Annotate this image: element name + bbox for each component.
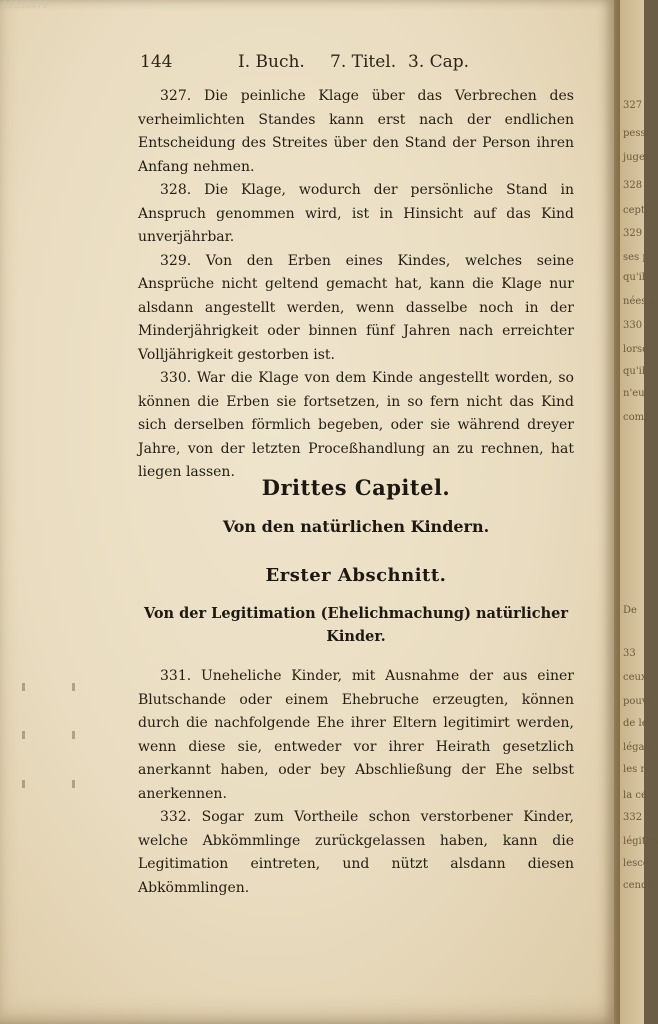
section-heading: Erster Abschnitt. [265, 565, 447, 586]
facing-page-fragment: légitim [623, 836, 658, 847]
facing-page-fragment: n'eu [623, 388, 645, 399]
facing-page-fragment: qu'il e [623, 272, 655, 283]
facing-page-fragment: ceptib [623, 205, 655, 216]
paragraph-329: 329. Von den Erben eines Kindes, welches seine Ansprüche nicht geltend gemacht hat, kann die Klage nur alsdann angestellt werden, wenn dasselbe noch in der Minderjährigkeit oder binnen fünf Jahren nach erreichter Volljährigkeit gestorben ist. [138, 252, 574, 363]
bleed-mark [22, 683, 25, 691]
header-chapter: 3. Cap. [408, 52, 470, 72]
bleed-mark [72, 780, 75, 788]
body-text-top [138, 85, 574, 485]
paragraph-332: 332. Sogar zum Vortheile schon verstorbener Kinder, welche Abkömmlinge zurückgelassen haben, kann die Legitimation eintreten, und nützt alsdann diesen Abkömmlingen. [138, 809, 574, 896]
facing-page-fragment: la cé [623, 790, 647, 801]
facing-page-fragment: nées a [623, 296, 656, 307]
facing-page-fragment: légale [623, 742, 654, 753]
paragraph-331: 331. Uneheliche Kinder, mit Ausnahme der aus einer Blutschande oder einem Ehebruche erzeugten, können durch die nachfolgende Ehe ihrer Eltern legitimirt werden, wenn diese sie, entweder vor ihrer Heirath gesetzlich anerkannt haben, oder bey Abschließung der Ehe selbst anerkennen. [138, 668, 574, 802]
paragraph-328: 328. Die Klage, wodurch der persönliche Stand in Anspruch genommen wird, ist in Hinsicht auf das Kind unverjährbar. [138, 182, 574, 245]
section-title: Von der Legitimation (Ehelichmachung) natürlicher Kinder. [143, 605, 569, 645]
facing-page-fragment: qu'il [623, 366, 645, 377]
chapter-heading: Drittes Capitel. [261, 475, 451, 500]
bleed-mark [22, 731, 25, 739]
facing-page-fragment: 33 [623, 648, 636, 659]
facing-page-fragment: ses p [623, 252, 649, 263]
facing-page-fragment: 328 [623, 180, 643, 191]
facing-page-fragment: De [623, 605, 637, 616]
facing-page-fragment: 329 [623, 228, 643, 239]
facing-page-fragment: lorsq [623, 344, 649, 355]
scan-id-label: 10550479 [2, 0, 49, 11]
bleed-mark [72, 683, 75, 691]
facing-page [620, 0, 658, 1024]
body-text-bottom [138, 665, 574, 900]
facing-page-fragment: 330 [623, 320, 643, 331]
chapter-subheading: Von den natürlichen Kindern. [222, 517, 490, 536]
facing-page-fragment: jugem [623, 152, 655, 163]
facing-page-fragment: 332 [623, 812, 643, 823]
bleed-mark [72, 731, 75, 739]
facing-page-fragment: pessi [623, 128, 649, 139]
facing-page-fragment: les re [623, 764, 652, 775]
header-book: I. Buch. [238, 52, 305, 72]
header-title: 7. Titel. [330, 52, 397, 72]
facing-page-fragment: comp [623, 412, 651, 423]
facing-page-fragment: lesce [623, 858, 649, 869]
facing-page-fragment: ceux [623, 672, 647, 683]
facing-page-fragment: de le [623, 718, 648, 729]
paragraph-330: 330. War die Klage von dem Kinde angestellt worden, so können die Erben sie fortsetzen, in so fern nicht das Kind sich derselben förmlich begeben, oder sie während dreyer Jahre, von der letzten Proceßhandlung an zu rechnen, hat liegen lassen. [138, 370, 574, 480]
running-header [138, 52, 578, 78]
page-number: 144 [140, 52, 173, 72]
facing-page-fragment: 327 [623, 100, 643, 111]
facing-page-fragment: cende [623, 880, 654, 891]
paragraph-327: 327. Die peinliche Klage über das Verbrechen des verheimlichten Standes kann erst nach der endlichen Entscheidung des Streites über den Stand der Person ihren Anfang nehmen. [138, 88, 574, 175]
bleed-mark [22, 780, 25, 788]
facing-page-fragment: pouve [623, 696, 654, 707]
